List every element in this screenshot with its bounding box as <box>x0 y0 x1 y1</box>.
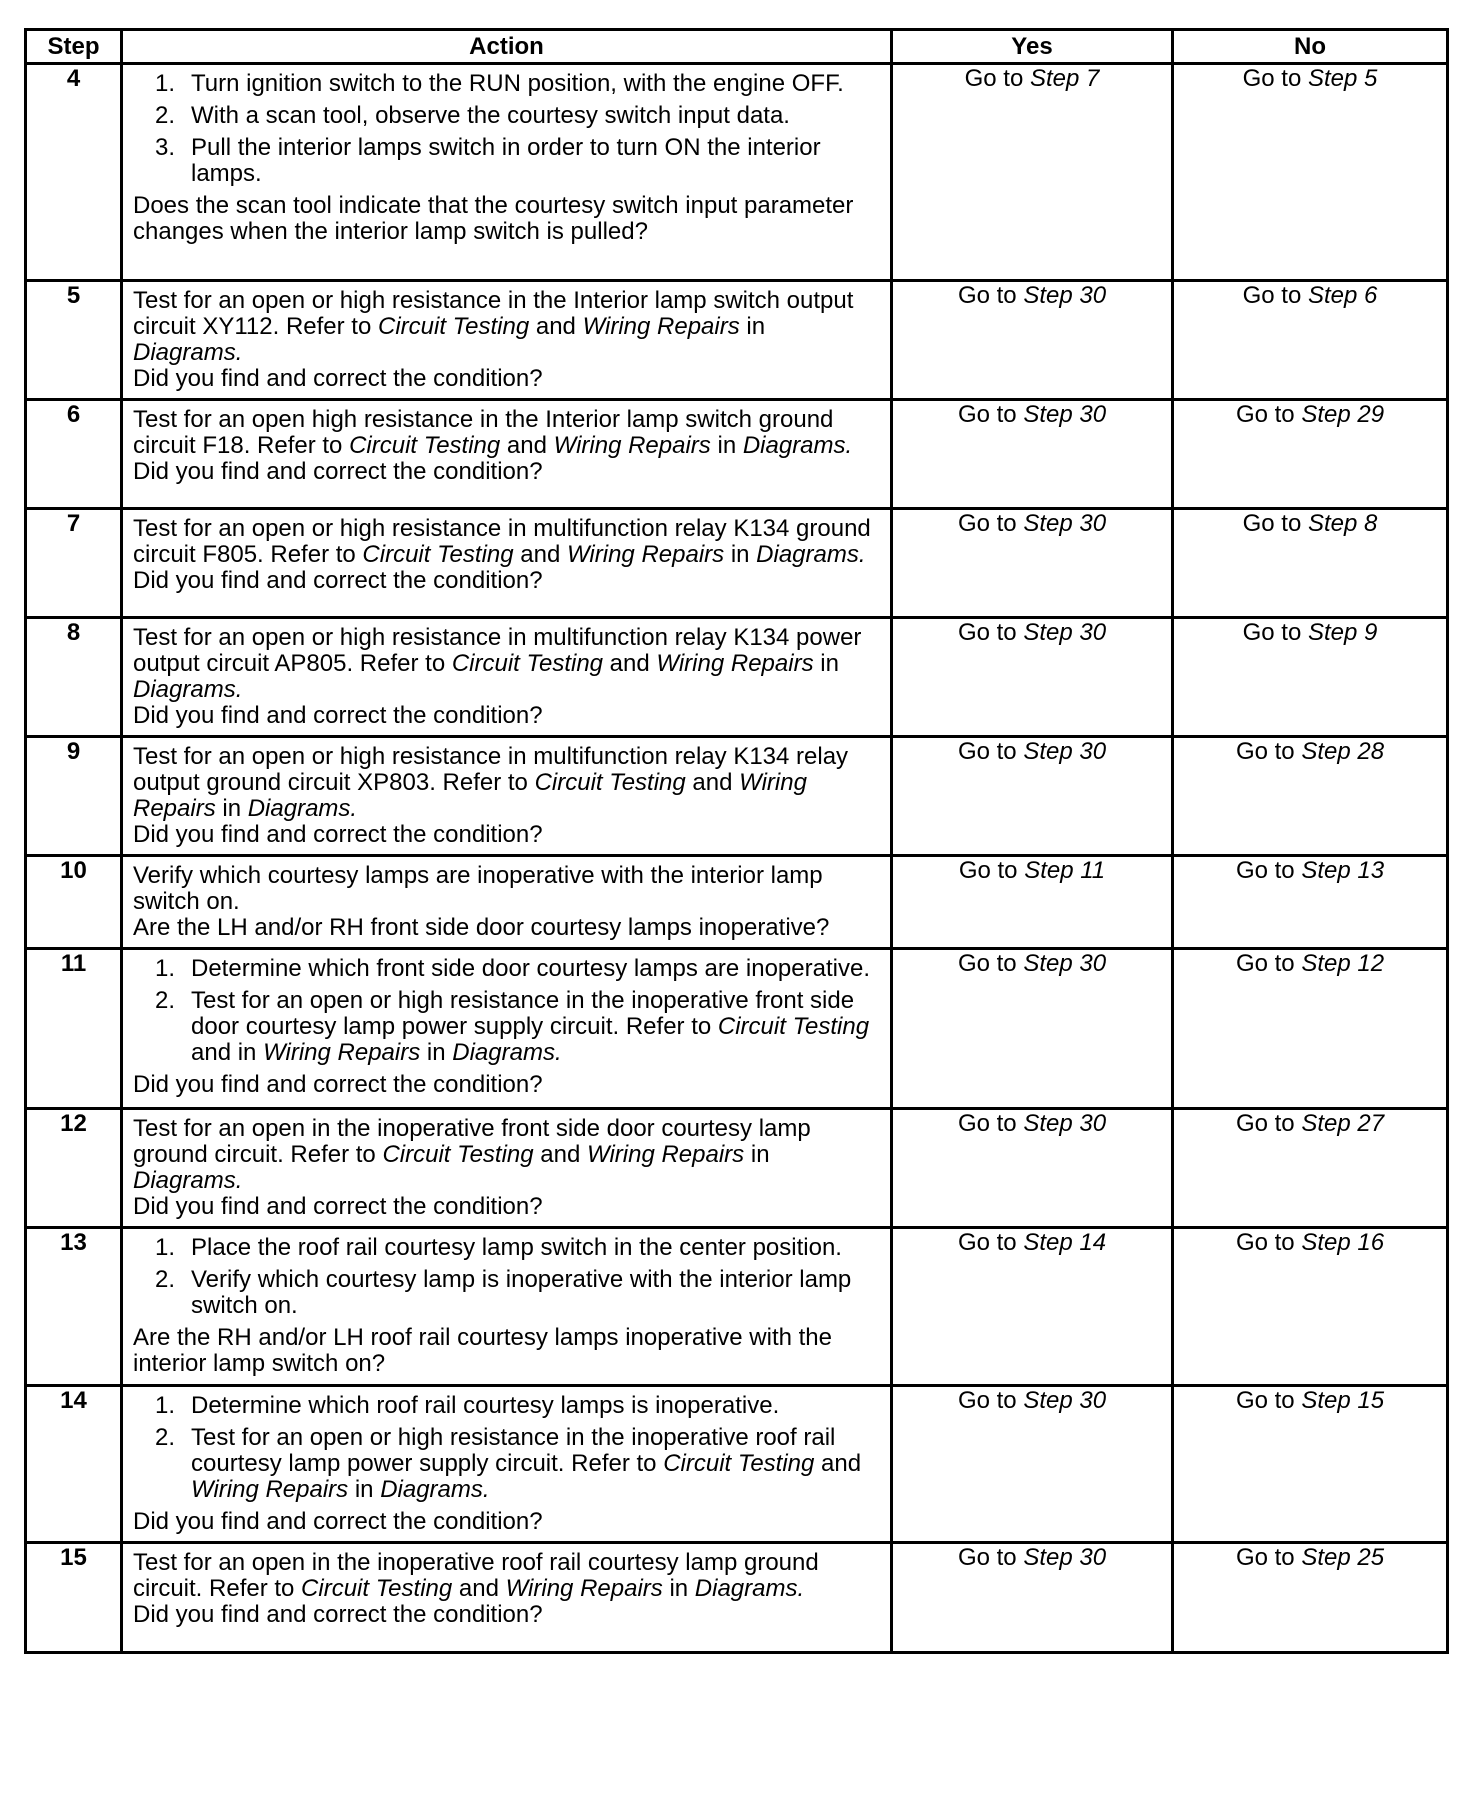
action-cell <box>122 949 892 1109</box>
reference-text: Wiring Repairs <box>587 1141 745 1168</box>
yes-target-step: Step 30 <box>1023 619 1107 646</box>
reference-text: Diagrams. <box>742 432 853 459</box>
yes-target-step: Step 11 <box>1024 857 1106 884</box>
action-text-segment: in <box>348 1476 381 1503</box>
sub-step-number: 2. <box>155 1424 176 1451</box>
sub-step <box>133 1235 880 1261</box>
action-text-segment: and <box>513 541 567 568</box>
go-to-label: Go to <box>1235 1544 1302 1571</box>
sub-step-list <box>133 1235 880 1325</box>
reference-text: Diagrams. <box>133 1167 243 1194</box>
action-content <box>133 71 880 245</box>
sub-step <box>133 1267 880 1319</box>
go-to-label: Go to <box>957 401 1024 428</box>
no-target-step: Step 9 <box>1307 619 1378 646</box>
action-text <box>133 1550 880 1602</box>
step-number: 10 <box>26 856 122 949</box>
go-to-label: Go to <box>1235 738 1302 765</box>
table-row <box>26 737 1448 856</box>
action-question: Are the LH and/or RH front side door courtesy lamps inoperative? <box>133 914 830 941</box>
header-no: No <box>1173 30 1448 64</box>
no-result <box>1173 737 1448 856</box>
table-row <box>26 1109 1448 1228</box>
reference-text: Circuit Testing <box>663 1450 815 1477</box>
action-question: Did you find and correct the condition? <box>133 458 543 485</box>
action-question: Does the scan tool indicate that the courtesy switch input parameter changes when the interior lamp switch is pulled? <box>133 192 854 245</box>
action-text <box>133 288 880 366</box>
yes-target-step: Step 30 <box>1023 282 1107 309</box>
sub-step <box>133 988 880 1066</box>
no-target-step: Step 5 <box>1307 65 1378 92</box>
step-number: 15 <box>26 1543 122 1653</box>
table-row <box>26 1228 1448 1386</box>
go-to-label: Go to <box>957 619 1024 646</box>
table-row <box>26 618 1448 737</box>
header-yes: Yes <box>892 30 1173 64</box>
reference-text: Wiring Repairs <box>263 1039 421 1066</box>
sub-step-number: 1. <box>155 955 176 982</box>
no-result <box>1173 509 1448 618</box>
sub-step <box>133 956 880 982</box>
go-to-label: Go to <box>1242 619 1308 646</box>
action-text-segment: and <box>533 1141 588 1168</box>
action-text-segment: in <box>813 650 839 677</box>
action-content <box>133 744 880 848</box>
no-result <box>1173 281 1448 400</box>
step-number: 5 <box>26 281 122 400</box>
reference-text: Wiring Repairs <box>505 1575 663 1602</box>
no-target-step: Step 29 <box>1301 401 1385 428</box>
action-text-segment: Pull the interior lamps switch in order to turn ON the interior lamps. <box>191 134 821 187</box>
reference-text: Circuit Testing <box>534 769 686 796</box>
no-result <box>1173 856 1448 949</box>
action-text-segment: in <box>215 795 248 822</box>
reference-text: Wiring Repairs <box>656 650 814 677</box>
go-to-label: Go to <box>957 510 1024 537</box>
no-result <box>1173 400 1448 509</box>
yes-result <box>892 509 1173 618</box>
reference-text: Diagrams. <box>380 1476 490 1503</box>
step-number: 6 <box>26 400 122 509</box>
action-text-segment: Determine which front side door courtesy lamps are inoperative. <box>191 955 870 982</box>
go-to-label: Go to <box>1235 1229 1302 1256</box>
yes-target-step: Step 30 <box>1023 738 1107 765</box>
sub-step <box>133 1425 880 1503</box>
sub-step-number: 2. <box>155 1266 176 1293</box>
action-question: Did you find and correct the condition? <box>133 702 543 729</box>
action-text <box>133 625 880 703</box>
go-to-label: Go to <box>1235 950 1302 977</box>
reference-text: Diagrams. <box>133 676 243 703</box>
no-target-step: Step 6 <box>1307 282 1378 309</box>
no-result <box>1173 618 1448 737</box>
yes-result <box>892 1386 1173 1543</box>
no-target-step: Step 13 <box>1301 857 1385 884</box>
table-body <box>26 64 1448 1653</box>
reference-text: Circuit Testing <box>349 432 501 459</box>
action-text-segment: Verify which courtesy lamps are inoperative with the interior lamp switch on. <box>133 862 823 915</box>
reference-text: Circuit Testing <box>362 541 514 568</box>
table-row <box>26 1386 1448 1543</box>
go-to-label: Go to <box>1242 510 1308 537</box>
action-text-segment: and <box>452 1575 506 1602</box>
reference-text: Circuit Testing <box>301 1575 453 1602</box>
action-cell <box>122 618 892 737</box>
action-text-segment: in <box>710 432 743 459</box>
yes-target-step: Step 30 <box>1023 1544 1107 1571</box>
go-to-label: Go to <box>957 1110 1024 1137</box>
sub-step-number: 2. <box>155 102 176 129</box>
action-text-segment: With a scan tool, observe the courtesy switch input data. <box>191 102 790 129</box>
go-to-label: Go to <box>957 1387 1024 1414</box>
action-question: Are the RH and/or LH roof rail courtesy lamps inoperative with the interior lamp switch on? <box>133 1324 832 1377</box>
action-text <box>133 407 880 459</box>
no-result <box>1173 949 1448 1109</box>
table-row <box>26 400 1448 509</box>
no-result <box>1173 1543 1448 1653</box>
sub-step-number: 1. <box>155 1234 176 1261</box>
yes-result <box>892 737 1173 856</box>
action-content <box>133 516 880 594</box>
step-number: 13 <box>26 1228 122 1386</box>
go-to-label: Go to <box>958 857 1025 884</box>
go-to-label: Go to <box>1235 1110 1302 1137</box>
action-content <box>133 1235 880 1377</box>
reference-text: Circuit Testing <box>378 313 530 340</box>
action-content <box>133 407 880 485</box>
go-to-label: Go to <box>964 65 1030 92</box>
no-target-step: Step 28 <box>1301 738 1385 765</box>
action-cell <box>122 856 892 949</box>
no-target-step: Step 25 <box>1301 1544 1385 1571</box>
action-question: Did you find and correct the condition? <box>133 365 543 392</box>
reference-text: Diagrams. <box>133 339 243 366</box>
action-question: Did you find and correct the condition? <box>133 1071 543 1098</box>
action-text-segment: Test for an open or high resistance in multifunction relay K134 ground circuit F805. Refer to <box>133 515 871 568</box>
action-text-segment: and <box>500 432 554 459</box>
reference-text: Diagrams. <box>756 541 866 568</box>
step-number: 12 <box>26 1109 122 1228</box>
reference-text: Wiring Repairs <box>133 769 807 822</box>
reference-text: Diagrams. <box>694 1575 805 1602</box>
reference-text: Wiring Repairs <box>191 1476 349 1503</box>
header-row <box>26 30 1448 64</box>
action-question: Did you find and correct the condition? <box>133 1601 543 1628</box>
yes-result <box>892 400 1173 509</box>
sub-step-number: 2. <box>155 987 176 1014</box>
action-cell <box>122 1228 892 1386</box>
go-to-label: Go to <box>957 1229 1024 1256</box>
action-text-segment: and <box>529 313 583 340</box>
yes-result <box>892 1543 1173 1653</box>
action-text <box>133 744 880 822</box>
action-cell <box>122 509 892 618</box>
action-text-segment: and <box>685 769 740 796</box>
table-row <box>26 509 1448 618</box>
yes-result <box>892 949 1173 1109</box>
go-to-label: Go to <box>1242 282 1308 309</box>
action-text <box>133 863 880 915</box>
action-text-segment: in <box>420 1039 453 1066</box>
no-target-step: Step 16 <box>1301 1229 1385 1256</box>
reference-text: Diagrams. <box>452 1039 562 1066</box>
sub-step-number: 1. <box>155 70 176 97</box>
table-row <box>26 856 1448 949</box>
no-result <box>1173 64 1448 281</box>
action-question: Did you find and correct the condition? <box>133 821 543 848</box>
no-result <box>1173 1386 1448 1543</box>
sub-step-number: 1. <box>155 1392 176 1419</box>
yes-target-step: Step 30 <box>1023 1387 1107 1414</box>
sub-step <box>133 71 880 97</box>
yes-result <box>892 618 1173 737</box>
action-text-segment: Place the roof rail courtesy lamp switch in the center position. <box>191 1234 842 1261</box>
action-text-segment: Test for an open or high resistance in multifunction relay K134 relay output ground circuit XP803. Refer to <box>133 743 849 796</box>
header-step: Step <box>26 30 122 64</box>
header-action: Action <box>122 30 892 64</box>
action-content <box>133 625 880 729</box>
action-cell <box>122 1109 892 1228</box>
reference-text: Circuit Testing <box>717 1013 870 1040</box>
action-content <box>133 1393 880 1535</box>
action-text-segment: Test for an open high resistance in the Interior lamp switch ground circuit F18. Refer to <box>133 406 834 459</box>
action-cell <box>122 1543 892 1653</box>
action-text-segment: Test for an open in the inoperative front side door courtesy lamp ground circuit. Refer to <box>133 1115 811 1168</box>
step-number: 14 <box>26 1386 122 1543</box>
action-text-segment: in <box>744 1141 770 1168</box>
yes-result <box>892 64 1173 281</box>
action-cell <box>122 737 892 856</box>
action-text-segment: Determine which roof rail courtesy lamps is inoperative. <box>191 1392 780 1419</box>
step-number: 11 <box>26 949 122 1109</box>
step-number: 7 <box>26 509 122 618</box>
no-target-step: Step 15 <box>1301 1387 1385 1414</box>
yes-target-step: Step 14 <box>1023 1229 1107 1256</box>
action-content <box>133 288 880 392</box>
reference-text: Wiring Repairs <box>566 541 725 568</box>
action-text-segment: in <box>739 313 766 340</box>
no-target-step: Step 12 <box>1301 950 1385 977</box>
go-to-label: Go to <box>1235 857 1302 884</box>
go-to-label: Go to <box>957 1544 1024 1571</box>
action-cell <box>122 1386 892 1543</box>
action-cell <box>122 400 892 509</box>
action-text-segment: Test for an open or high resistance in the inoperative roof rail courtesy lamp power supply circuit. Refer to <box>191 1424 836 1477</box>
action-content <box>133 956 880 1098</box>
sub-step <box>133 135 880 187</box>
reference-text: Diagrams. <box>247 795 358 822</box>
go-to-label: Go to <box>1242 65 1308 92</box>
go-to-label: Go to <box>957 282 1024 309</box>
action-question: Did you find and correct the condition? <box>133 1193 543 1220</box>
no-result <box>1173 1109 1448 1228</box>
action-question: Did you find and correct the condition? <box>133 1508 543 1535</box>
no-target-step: Step 27 <box>1301 1110 1385 1137</box>
action-question: Did you find and correct the condition? <box>133 567 543 594</box>
yes-result <box>892 1228 1173 1386</box>
action-text-segment: Test for an open in the inoperative roof rail courtesy lamp ground circuit. Refer to <box>133 1549 819 1602</box>
go-to-label: Go to <box>1235 401 1302 428</box>
yes-target-step: Step 7 <box>1029 65 1100 92</box>
go-to-label: Go to <box>1235 1387 1302 1414</box>
yes-target-step: Step 30 <box>1023 950 1107 977</box>
reference-text: Circuit Testing <box>451 650 604 677</box>
action-content <box>133 1550 880 1628</box>
go-to-label: Go to <box>957 950 1024 977</box>
yes-result <box>892 1109 1173 1228</box>
action-text-segment: Verify which courtesy lamp is inoperative with the interior lamp switch on. <box>191 1266 852 1319</box>
action-text-segment: in <box>724 541 757 568</box>
action-text <box>133 1116 880 1194</box>
action-text <box>133 516 880 568</box>
action-text-segment: Test for an open or high resistance in multifunction relay K134 power output circuit AP805. Refer to <box>133 624 862 677</box>
no-result <box>1173 1228 1448 1386</box>
action-text-segment: and <box>603 650 657 677</box>
action-content <box>133 1116 880 1220</box>
action-cell <box>122 64 892 281</box>
step-number: 8 <box>26 618 122 737</box>
sub-step-list <box>133 71 880 193</box>
table-row <box>26 949 1448 1109</box>
yes-target-step: Step 30 <box>1023 1110 1107 1137</box>
reference-text: Wiring Repairs <box>553 432 711 459</box>
step-number: 4 <box>26 64 122 281</box>
action-content <box>133 863 880 941</box>
action-cell <box>122 281 892 400</box>
step-number: 9 <box>26 737 122 856</box>
action-text-segment: and in <box>191 1039 264 1066</box>
action-text-segment: Test for an open or high resistance in the Interior lamp switch output circuit XY112. Refer to <box>133 287 854 340</box>
sub-step-list <box>133 956 880 1072</box>
table-row <box>26 281 1448 400</box>
sub-step <box>133 1393 880 1419</box>
sub-step-number: 3. <box>155 134 176 161</box>
yes-result <box>892 856 1173 949</box>
reference-text: Wiring Repairs <box>582 313 740 340</box>
sub-step <box>133 103 880 129</box>
diagnostic-table <box>24 28 1449 1654</box>
go-to-label: Go to <box>957 738 1024 765</box>
action-text-segment: Turn ignition switch to the RUN position, with the engine OFF. <box>191 70 844 97</box>
table-row <box>26 1543 1448 1653</box>
action-text-segment: in <box>662 1575 695 1602</box>
yes-target-step: Step 30 <box>1023 510 1107 537</box>
no-target-step: Step 8 <box>1307 510 1378 537</box>
reference-text: Circuit Testing <box>382 1141 534 1168</box>
yes-target-step: Step 30 <box>1023 401 1107 428</box>
sub-step-list <box>133 1393 880 1509</box>
yes-result <box>892 281 1173 400</box>
action-text-segment: Test for an open or high resistance in the inoperative front side door courtesy lamp power supply circuit. Refer to <box>191 987 855 1040</box>
action-text-segment: and <box>814 1450 862 1477</box>
table-row <box>26 64 1448 281</box>
